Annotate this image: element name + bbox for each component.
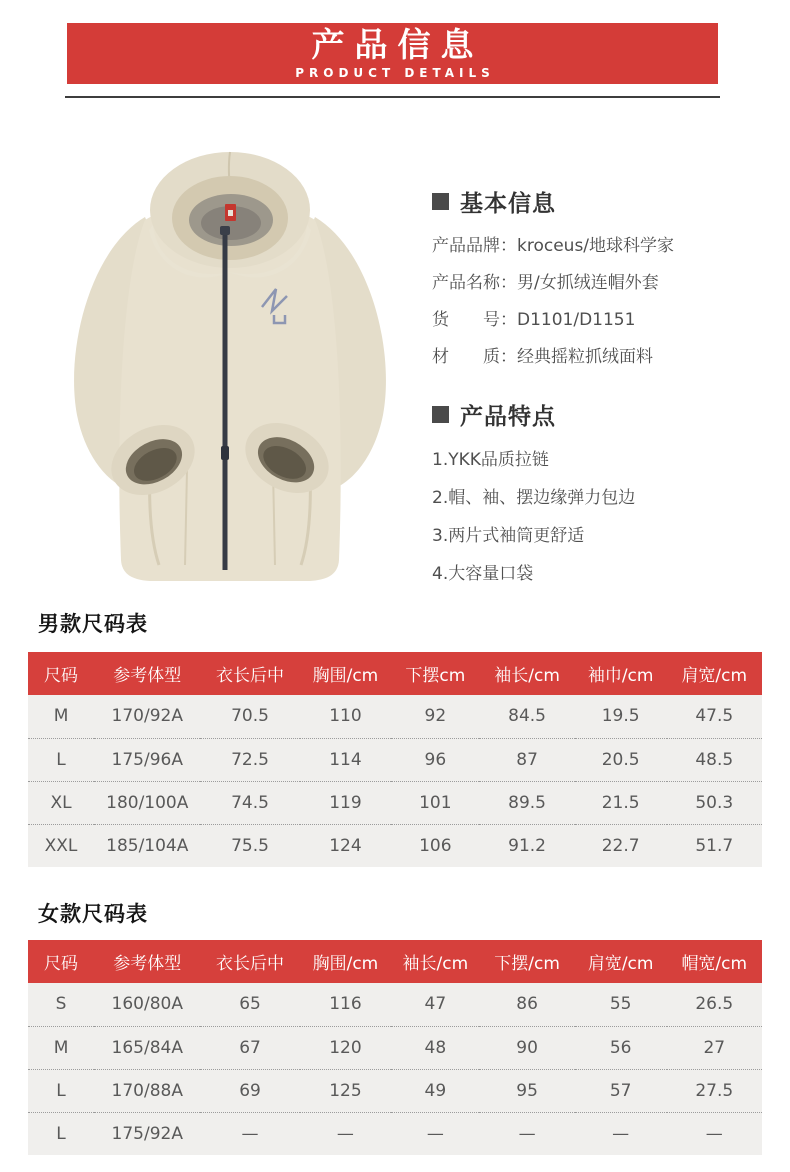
women-size-table — [28, 940, 762, 1155]
size-table-cell: L — [28, 1112, 94, 1155]
size-table-cell: 65 — [200, 983, 299, 1026]
info-label: 产品品牌： — [432, 236, 517, 256]
size-table-row — [28, 1026, 762, 1069]
size-table-cell: 50.3 — [667, 781, 762, 824]
size-table-cell: 27 — [667, 1026, 762, 1069]
size-table-cell: L — [28, 738, 94, 781]
men-size-table — [28, 652, 762, 867]
size-table-cell: 48.5 — [667, 738, 762, 781]
info-label: 材 质： — [432, 347, 517, 367]
column-header: 肩宽/cm — [575, 940, 667, 983]
column-header: 衣长后中 — [200, 940, 299, 983]
size-table-cell: 110 — [300, 695, 392, 738]
size-table-cell: 26.5 — [667, 983, 762, 1026]
features-section-header — [432, 398, 777, 431]
women-size-table-title: 女款尺码表 — [38, 902, 148, 926]
info-value: D1101/D1151 — [517, 310, 636, 330]
size-table-row — [28, 983, 762, 1026]
size-table-cell: 114 — [300, 738, 392, 781]
size-table-cell: 91.2 — [479, 824, 574, 867]
info-row-item-no — [432, 302, 777, 339]
column-header: 参考体型 — [94, 652, 200, 695]
size-table-cell: 49 — [391, 1069, 479, 1112]
size-table-cell: L — [28, 1069, 94, 1112]
size-table-cell: 120 — [300, 1026, 392, 1069]
feature-item: 4.大容量口袋 — [432, 564, 534, 584]
info-row-material — [432, 339, 777, 376]
size-table-cell: 22.7 — [575, 824, 667, 867]
size-table-cell: 87 — [479, 738, 574, 781]
size-table-cell: M — [28, 1026, 94, 1069]
feature-list — [432, 441, 777, 593]
info-value: 男/女抓绒连帽外套 — [517, 273, 659, 293]
info-value: 经典摇粒抓绒面料 — [517, 347, 653, 367]
size-table-cell: 48 — [391, 1026, 479, 1069]
size-table-cell: — — [300, 1112, 392, 1155]
column-header: 参考体型 — [94, 940, 200, 983]
features-section — [432, 398, 777, 593]
basic-info-section-header — [432, 185, 777, 218]
column-header: 胸围/cm — [300, 940, 392, 983]
square-bullet-icon — [432, 406, 449, 423]
size-table-cell: 51.7 — [667, 824, 762, 867]
square-bullet-icon — [432, 193, 449, 210]
men-table-header-row — [28, 652, 762, 695]
column-header: 下摆/cm — [479, 940, 574, 983]
size-table-cell: 92 — [391, 695, 479, 738]
size-table-cell: XL — [28, 781, 94, 824]
info-row-name — [432, 265, 777, 302]
column-header: 衣长后中 — [200, 652, 299, 695]
size-table-cell: 86 — [479, 983, 574, 1026]
size-table-cell: 180/100A — [94, 781, 200, 824]
size-table-cell: 170/92A — [94, 695, 200, 738]
banner-divider-line — [65, 96, 720, 98]
column-header: 肩宽/cm — [667, 652, 762, 695]
size-table-cell: 125 — [300, 1069, 392, 1112]
size-table-cell: — — [667, 1112, 762, 1155]
size-table-cell: 101 — [391, 781, 479, 824]
size-table-cell: M — [28, 695, 94, 738]
size-table-cell: 75.5 — [200, 824, 299, 867]
column-header: 袖长/cm — [391, 940, 479, 983]
size-table-cell: 74.5 — [200, 781, 299, 824]
features-title: 产品特点 — [460, 404, 556, 430]
size-table-row — [28, 695, 762, 738]
size-table-cell: 89.5 — [479, 781, 574, 824]
size-table-cell: 47.5 — [667, 695, 762, 738]
size-table-cell: 106 — [391, 824, 479, 867]
column-header: 胸围/cm — [300, 652, 392, 695]
info-label: 产品名称： — [432, 273, 517, 293]
size-table-cell: 21.5 — [575, 781, 667, 824]
size-table-cell: 72.5 — [200, 738, 299, 781]
column-header: 尺码 — [28, 652, 94, 695]
column-header: 袖巾/cm — [575, 652, 667, 695]
size-table-cell: 124 — [300, 824, 392, 867]
size-table-cell: — — [200, 1112, 299, 1155]
info-value: kroceus/地球科学家 — [517, 236, 675, 256]
feature-item: 3.两片式袖筒更舒适 — [432, 526, 585, 546]
feature-item: 2.帽、袖、摆边缘弹力包边 — [432, 488, 636, 508]
banner-subtitle: PRODUCT DETAILS — [295, 66, 495, 80]
size-table-cell: 27.5 — [667, 1069, 762, 1112]
size-table-cell: 56 — [575, 1026, 667, 1069]
women-table-header-row — [28, 940, 762, 983]
banner-title: 产品信息 — [311, 25, 484, 64]
jacket-illustration — [35, 140, 425, 595]
column-header: 袖长/cm — [479, 652, 574, 695]
product-photo-jacket — [35, 140, 425, 595]
size-table-cell: 57 — [575, 1069, 667, 1112]
size-table-cell: 70.5 — [200, 695, 299, 738]
size-table-cell: — — [479, 1112, 574, 1155]
size-table-row — [28, 738, 762, 781]
size-table-cell: 116 — [300, 983, 392, 1026]
size-table-cell: 47 — [391, 983, 479, 1026]
size-table-cell: 19.5 — [575, 695, 667, 738]
size-table-row — [28, 1069, 762, 1112]
size-table-cell: 96 — [391, 738, 479, 781]
size-table-cell: 175/96A — [94, 738, 200, 781]
size-table-cell: XXL — [28, 824, 94, 867]
size-table-cell: 160/80A — [94, 983, 200, 1026]
size-table-row — [28, 824, 762, 867]
size-table-cell: 20.5 — [575, 738, 667, 781]
info-label: 货 号： — [432, 310, 517, 330]
size-table-cell: 119 — [300, 781, 392, 824]
basic-info-rows — [432, 228, 777, 376]
column-header: 尺码 — [28, 940, 94, 983]
feature-item: 1.YKK品质拉链 — [432, 450, 549, 470]
size-table-cell: 175/92A — [94, 1112, 200, 1155]
size-table-cell: 67 — [200, 1026, 299, 1069]
size-table-cell: — — [391, 1112, 479, 1155]
size-table-cell: 185/104A — [94, 824, 200, 867]
size-table-cell: 55 — [575, 983, 667, 1026]
basic-info-title: 基本信息 — [460, 191, 556, 217]
size-table-cell: 90 — [479, 1026, 574, 1069]
men-size-table-title: 男款尺码表 — [38, 612, 148, 636]
size-table-cell: 165/84A — [94, 1026, 200, 1069]
size-table-cell: 69 — [200, 1069, 299, 1112]
info-row-brand — [432, 228, 777, 265]
column-header: 帽宽/cm — [667, 940, 762, 983]
column-header: 下摆cm — [391, 652, 479, 695]
size-table-cell: 84.5 — [479, 695, 574, 738]
size-table-cell: 170/88A — [94, 1069, 200, 1112]
size-table-cell: S — [28, 983, 94, 1026]
size-table-cell: — — [575, 1112, 667, 1155]
size-table-row — [28, 781, 762, 824]
product-info-column — [432, 185, 777, 593]
size-table-row — [28, 1112, 762, 1155]
page-banner — [67, 23, 718, 84]
size-table-cell: 95 — [479, 1069, 574, 1112]
